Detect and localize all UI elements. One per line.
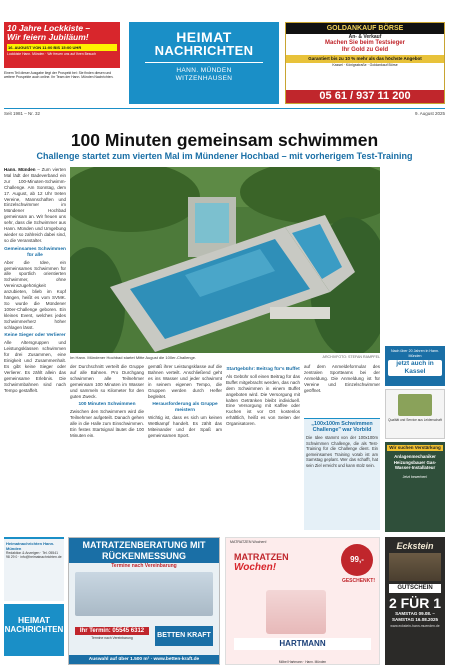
article-subheading: Startgebühr: Beitrag für's Buffet xyxy=(226,367,300,372)
masthead-city2: WITZENHAUSEN xyxy=(175,75,233,82)
ad-eckstein-voucher: GUTSCHEIN xyxy=(389,584,441,593)
ad-matratzen-logo: HARTMANN xyxy=(234,638,371,650)
dateline-date: 9. August 2025 xyxy=(414,111,445,116)
article-subheading: 100 Minuten Schwimmen xyxy=(78,402,136,408)
ad-gold-red2: Ihr Gold zu Geld xyxy=(341,47,389,53)
ad-matratzen-gift: GESCHENKT! xyxy=(341,578,375,584)
article-headline: 100 Minuten gemeinsam schwimmen xyxy=(70,130,379,150)
masthead-logo[interactable] xyxy=(129,22,279,104)
paragraph: gemäß ihrer Leistungsklasse auf die Bahnen verteilt. Anschließend geht es ins Wasser und jeder schwimmt in seinem eigenen Tempo, die Gruppen werden durch Helfer begleitet. xyxy=(148,364,222,399)
contact-title: Heimatnachrichten Hann. Münden xyxy=(6,541,55,551)
article-column-b2 xyxy=(148,364,222,532)
ad-eckstein-logo: Eckstein xyxy=(396,541,434,551)
ad-betten-footer[interactable]: Auswahl auf über 1.500 m² · www.betten-kraft.de xyxy=(69,655,219,664)
paragraph: der Durchschnitt verteilt die Gruppe auf alle Bahnen. Pro Durchgang schwimmen alle Teilnehmer gemeinsam 100 Minuten im Wasser und sammeln so Kilometer für den guten Zweck. xyxy=(70,364,144,399)
ad-betten-header: MATRATZENBERATUNG MIT RÜCKENMESSUNG xyxy=(69,538,219,563)
article-column-b1 xyxy=(70,364,144,532)
paragraph: Wichtig ist, dass es sich um keinen Wettkampf handelt. Es zählt das Miteinander und der Spaß am gemeinsamen Sport. xyxy=(148,415,222,438)
ad-lockkiste-line1: 10 Jahre Lockkiste – xyxy=(7,23,91,33)
house-logo-icon xyxy=(398,394,432,416)
article-subheading: Herausforderung als Gruppe meistern xyxy=(152,402,218,414)
masthead-logo-small[interactable] xyxy=(4,604,64,656)
paragraph: auf dem Anmeldeformular des zentralen Sportteams bei der Anmeldung. Die Anmeldung ist für Vereine und Einzelschwimmer geöffnet. xyxy=(304,364,380,393)
ad-matratzen-title: MATRATZEN xyxy=(234,552,289,562)
ad-jobs-list: Anlagenmechaniker Heizungsbauer Gas-Wasser-Installateur xyxy=(393,454,437,470)
ad-gold-red1: Machen Sie beim Testsieger xyxy=(325,40,405,46)
brand-line2: NACHRICHTEN xyxy=(154,43,254,58)
ad-eckstein-deal: 2 FÜR 1 xyxy=(388,595,442,611)
contact-box xyxy=(4,537,64,601)
article-subheadline: Challenge startet zum vierten Mal im Mündener Hochbad – mit vorherigem Test-Training xyxy=(36,151,413,161)
ad-tabea-quote: Qualität und Service aus Leidenschaft xyxy=(388,418,442,422)
info-box xyxy=(304,418,380,530)
brand-line2: NACHRICHTEN xyxy=(4,625,64,634)
ad-kassel[interactable] xyxy=(385,346,445,386)
mattress-image xyxy=(266,590,326,634)
ad-kassel-small: Nach über 20 Jahren in Hann. Münden xyxy=(391,349,439,358)
ad-jobs-header: Wir suchen Verstärkung xyxy=(387,445,443,451)
restaurant-image xyxy=(389,553,441,581)
photo-caption-text: Im Hann. Mündener Hochbad startet Mitte August die 100er-Challenge. xyxy=(70,355,197,360)
paragraph: Als Gebühr soll einen Beitrag für das Buffet mitgebracht werden, das nach dem Schwimmen in einem Buffet angeboten wird. Die Versorgung mit kalten Getränken bleibt individuell. Eine Versorgung mit Kaffee oder Kuchen ist vor Ort kostenlos erhältlich, heißt es von Seiten der Organisatoren. xyxy=(226,373,300,427)
ad-jobs-contact: Jetzt bewerben! xyxy=(402,474,428,479)
ad-lockkiste-line2: Wir feiern Jubiläum! xyxy=(7,32,89,42)
brand-line1: HEIMAT xyxy=(176,29,232,45)
ad-gold-guarantee: Garantiert bis zu 10 % mehr als das höchste Angebot xyxy=(286,55,444,63)
ad-jobs[interactable] xyxy=(385,442,445,532)
ad-betten-terms: Termine nach Vereinbarung xyxy=(91,636,133,640)
ad-gold-address: Kassel · Königsstraße · Goldankauf Börse xyxy=(332,62,398,67)
ad-betten-phone[interactable]: Ihr Termin: 05545 6312 xyxy=(75,627,149,635)
photo-caption xyxy=(70,354,380,361)
paragraph: Hann. Münden – Zum vierten Mal lädt der Badeverband ein zur 100-Minuten-Schwimm-Challenge. Am Sonntag, dem 17. August, ab 12 Uhr treten Vereine, Mannschaften und Einzelschwimmer im Mündener Hochbad gemeinsam an. Wir freuen uns sehr, dass die Schwimmer aus Hann. Münden und Umgebung wieder so zahlreich dabei sind, so die Veranstalter. xyxy=(4,167,66,243)
ad-matratzen-banner: MATRATZEN Wochen! xyxy=(230,540,267,544)
ad-matratzen-wochen[interactable] xyxy=(225,537,380,665)
article-photo-pool[interactable] xyxy=(70,167,380,353)
ad-eckstein-dates: SAMSTAG 09.08. – SAMSTAG 16.08.2025 xyxy=(392,611,438,622)
ad-betten-kraft[interactable] xyxy=(68,537,220,665)
info-box-text: Die Idee stammt von der 100x100m Schwimmen Challenge, die als Test-Training für die Challenge dient. Ein gemeinsames Training vorab ist am Samstag geplant. Wer das schafft, hat sein Ziel erreicht und kann stolz sein. xyxy=(306,435,378,468)
masthead-city1: HANN. MÜNDEN xyxy=(176,67,232,74)
ad-gold-phone[interactable]: 05 61 / 937 11 200 xyxy=(286,90,444,103)
ad-betten-logo: BETTEN KRAFT xyxy=(155,626,213,646)
paragraph: Alle Altersgruppen und Leistungsklassen schwimmen für drei Zusammen, eine Einigkeit und Zusammenhalt. Es gibt keine Sieger oder Verlierer. Es zählt allein das gemeinsame Erlebnis. Die Schwimmbahnen sind nach Tempo gestaffelt. xyxy=(4,340,66,393)
ad-tabea[interactable] xyxy=(385,389,445,439)
price-badge: 99,- xyxy=(341,544,373,576)
ad-betten-sub: Termine nach Vereinbarung xyxy=(111,563,177,569)
ad-matratzen-footer: Möbel Hartmann · Hann. Münden xyxy=(278,660,327,664)
paragraph: Zwischen den Schwimmern wird die Teilnehmer aufgeteilt. Danach gehen alle in die Halle zum Einschwimmen. Ein festes Startsignal läutet die 100 Minuten ein. xyxy=(70,409,144,438)
ad-gold-sub: An- & Verkauf xyxy=(348,34,382,40)
contact-lines: Redaktion & Anzeigen · Tel. 05541 98 29 0 · info@heimatnachrichten.de xyxy=(6,551,62,560)
brand-line1: HEIMAT xyxy=(18,615,50,625)
dateline-bar xyxy=(4,108,445,118)
pool-aerial-image xyxy=(70,167,380,353)
photo-credit: ARCHIVFOTO: STEFAN RAMPFEL xyxy=(322,355,380,359)
ad-lockkiste-date: 16. AUGUST VON 11:00 BIS 15:00 UHR xyxy=(7,44,117,51)
ad-eckstein[interactable] xyxy=(385,537,445,665)
ad-kassel-big: jetzt auch in Kassel xyxy=(388,360,442,376)
article-subheading: Gemeinsames Schwimmen für alle xyxy=(4,246,66,258)
article-column-b4 xyxy=(304,364,380,414)
paragraph: Aber die Idee, ein gemeinsames Schwimmen für alle sportlich orientierten Schwimmer, ohne Vereinszugehörigkeit anzubieten, blieb im Kopf hängen, heißt es vom SVMK. So wurde die Mündener 100er-Challenge geboren. Ein kleines Event, welches jedes Schwimmerherz höher schlagen lässt. xyxy=(4,259,66,330)
ad-lockkiste[interactable] xyxy=(4,22,120,68)
ad-eckstein-web[interactable]: www.eckstein-hann-muenden.de xyxy=(390,624,440,628)
dateline-left: Seit 1981 – Nr. 32 xyxy=(4,111,41,116)
ad-goldankauf[interactable] xyxy=(285,22,445,104)
mattress-image xyxy=(75,572,213,616)
leaflet-notice: Einem Teil dieser Ausgabe liegt der Prospekt bei: Sie finden diesen und weitere Prospekte auch online. Ihr Team der Hann. Münden Nachrichten. xyxy=(4,71,114,80)
ad-gold-header: GOLDANKAUF BÖRSE xyxy=(286,23,444,34)
article-column-left xyxy=(4,167,66,532)
info-box-title: „100x100m Schwimmen Challenge" war Vorbild xyxy=(311,421,373,433)
article-subheading: Keine Sieger oder Verlierer xyxy=(4,333,66,339)
article-column-b3 xyxy=(226,364,300,532)
masthead-divider xyxy=(145,62,263,63)
ad-matratzen-title2: Wochen! xyxy=(234,562,277,573)
ad-lockkiste-small: Lockkiste Hann. Münden · Wir freuen uns auf Ihren Besuch xyxy=(7,52,96,56)
dateline-place: Hann. Münden xyxy=(4,167,36,172)
